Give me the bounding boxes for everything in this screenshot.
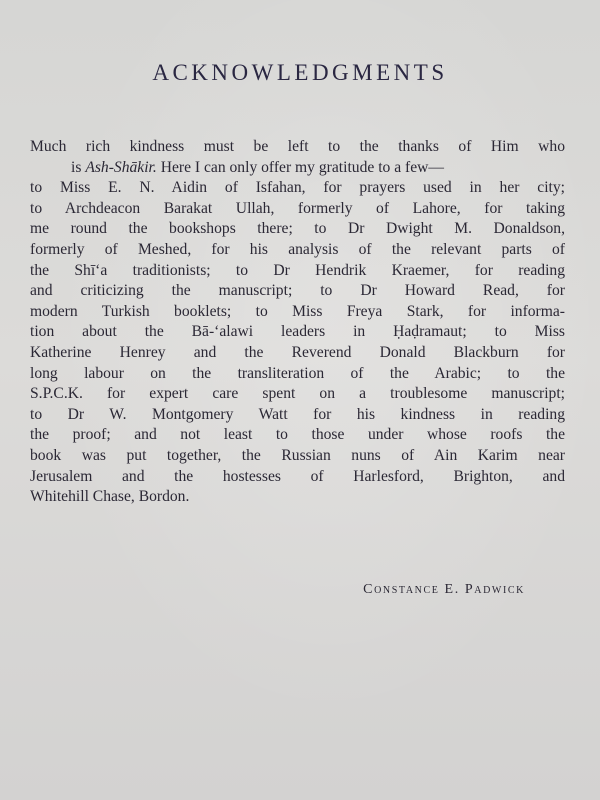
text-line-13: S.P.C.K. for expert care spent on a troublesome manuscript; (30, 385, 565, 403)
text-line-8: and criticizing the manuscript; to Dr Howard Read, for (30, 282, 565, 300)
text-line-17: Jerusalem and the hostesses of Harlesford, Brighton, and (30, 467, 565, 485)
text-line-6: formerly of Meshed, for his analysis of the relevant parts of (30, 240, 565, 258)
page-title: ACKNOWLEDGMENTS (152, 60, 448, 85)
text-line-7: the Shī‘a traditionists; to Dr Hendrik Kraemer, for reading (30, 261, 565, 279)
text-line-9: modern Turkish booklets; to Miss Freya Stark, for informa- (30, 302, 565, 320)
text-line-2-rest: Here I can only offer my gratitude to a few— (160, 158, 445, 176)
text-line-10: tion about the Bā-‘alawi leaders in Ḥaḍramaut; to Miss (30, 323, 565, 341)
text-line-3: to Miss E. N. Aidin of Isfahan, for prayers used in her city; (30, 179, 565, 197)
text-line-1: Much rich kindness must be left to the thanks of Him who (30, 138, 565, 155)
text-line-12: long labour on the transliteration of the Arabic; to the (30, 364, 565, 382)
text-line-2 (30, 158, 565, 179)
text-line-2-prefix: is (71, 158, 82, 176)
author-signature: Constance E. Padwick (363, 582, 525, 597)
text-line-16: book was put together, the Russian nuns of Ain Karim near (30, 446, 565, 464)
acknowledgments-paragraph (30, 137, 565, 508)
text-line-15: the proof; and not least to those under whose roofs the (30, 426, 565, 444)
ash-shakir-italic: Ash-Shākir. (85, 158, 157, 176)
text-line-4: to Archdeacon Barakat Ullah, formerly of Lahore, for taking (30, 199, 565, 217)
text-line-18: Whitehill Chase, Bordon. (30, 488, 190, 506)
text-line-5: me round the bookshops there; to Dr Dwight M. Donaldson, (30, 220, 565, 238)
text-line-11: Katherine Henrey and the Reverend Donald Blackburn for (30, 343, 565, 361)
text-line-14: to Dr W. Montgomery Watt for his kindness in reading (30, 405, 565, 423)
